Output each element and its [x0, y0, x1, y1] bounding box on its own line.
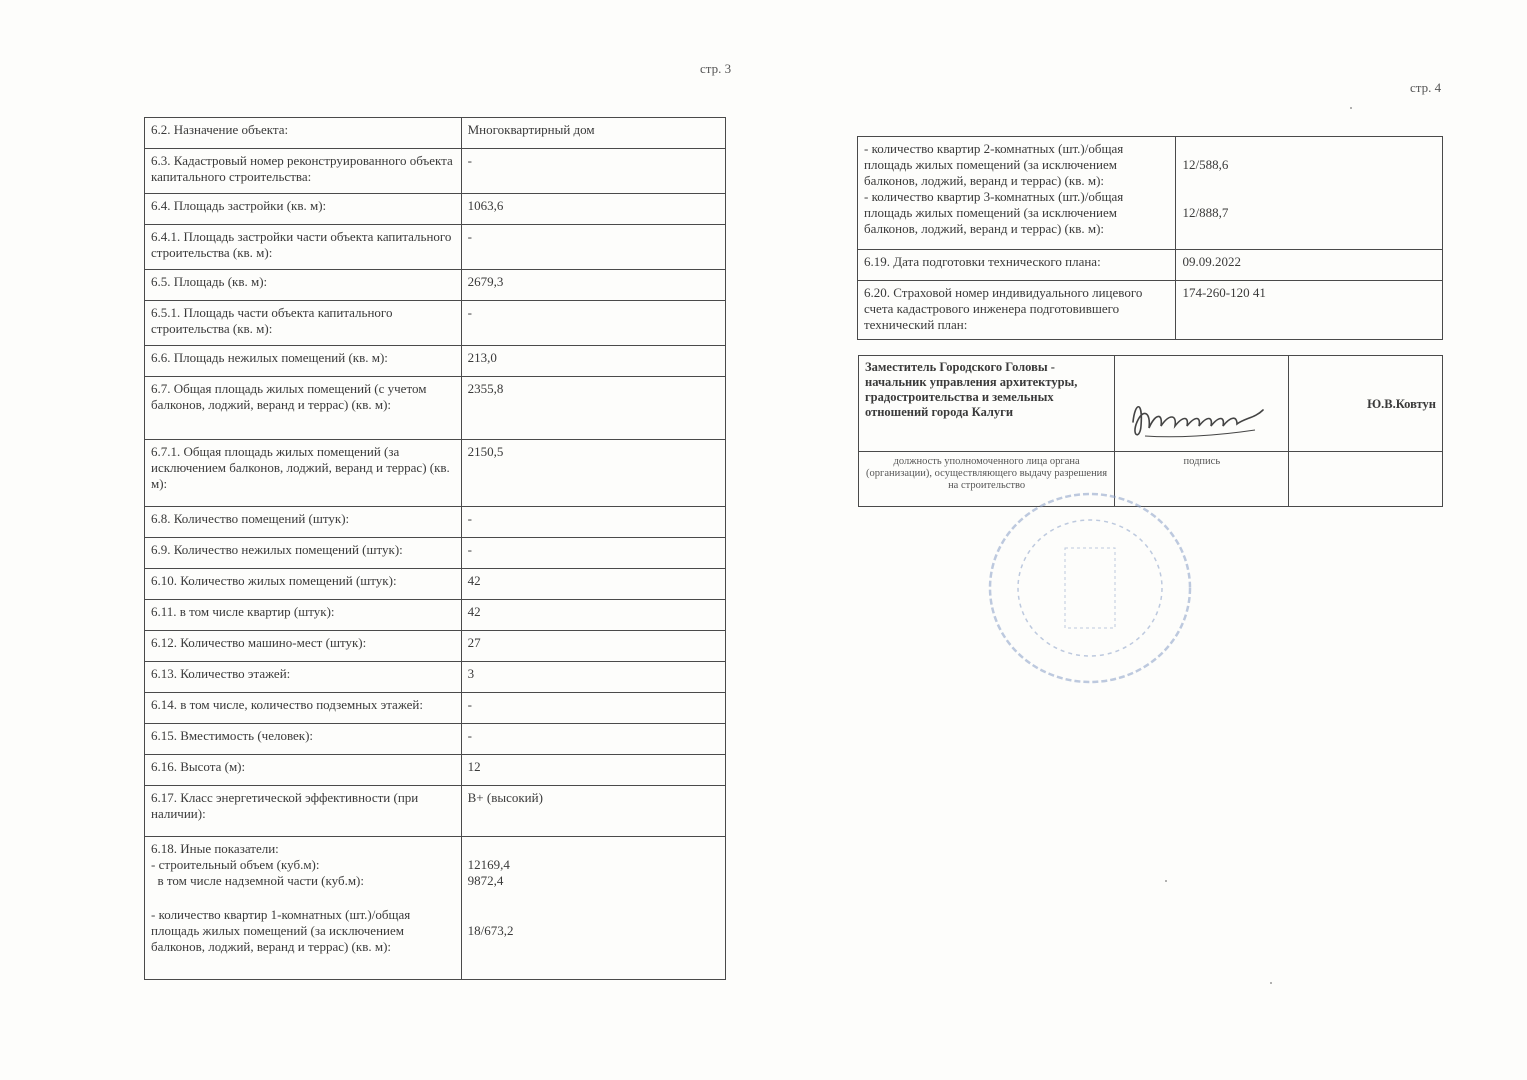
table-row	[145, 507, 726, 538]
table-row	[145, 346, 726, 377]
table-row	[145, 600, 726, 631]
indicator-label: 6.7. Общая площадь жилых помещений (с учетом балконов, лоджий, веранд и террас) (кв. м):	[151, 381, 427, 412]
page-number-right: стр. 4	[1410, 80, 1442, 95]
table-row	[145, 631, 726, 662]
indicator-value: 3	[467, 666, 475, 681]
scan-speck	[1165, 880, 1167, 882]
official-stamp	[985, 488, 1195, 688]
indicator-value: -	[467, 305, 472, 320]
table-row	[145, 194, 726, 225]
indicator-value: -	[467, 542, 472, 557]
indicator-value: 2679,3	[467, 274, 504, 289]
apartments-3-room-value: 12/888,7	[1182, 205, 1229, 220]
indicator-value: 2355,8	[467, 381, 504, 396]
indicator-label: 6.16. Высота (м):	[151, 759, 246, 774]
caption-position: должность уполномоченного лица органа (организации), осуществляющего выдачу разрешения на строительство	[866, 456, 1108, 491]
apartments-2-room-label: - количество квартир 2-комнатных (шт.)/общая площадь жилых помещений (за исключением балконов, лоджий, веранд и террас) (кв. м):	[864, 141, 1124, 188]
indicator-label: 6.10. Количество жилых помещений (штук):	[151, 573, 397, 588]
indicator-label: 6.5. Площадь (кв. м):	[151, 274, 268, 289]
indicator-label: 6.7.1. Общая площадь жилых помещений (за исключением балконов, лоджий, веранд и террас) (кв. м):	[151, 444, 450, 491]
page-number-left: стр. 3	[700, 61, 732, 76]
apartments-1-room-label: - количество квартир 1-комнатных (шт.)/общая площадь жилых помещений (за исключением балконов, лоджий, веранд и террас) (кв. м):	[151, 907, 411, 954]
indicator-value: 12	[467, 759, 481, 774]
table-row-other-indicators	[145, 837, 726, 980]
indicator-label: 6.9. Количество нежилых помещений (штук):	[151, 542, 403, 557]
indicator-value: -	[467, 153, 472, 168]
indicator-label: 6.2. Назначение объекта:	[151, 122, 289, 137]
other-indicators-title: 6.18. Иные показатели:	[151, 841, 279, 856]
table-row-snils	[858, 281, 1443, 340]
indicator-value: Многоквартирный дом	[467, 122, 595, 137]
indicator-label: 6.4.1. Площадь застройки части объекта капитального строительства (кв. м):	[151, 229, 452, 260]
scan-speck	[1350, 107, 1352, 109]
above-ground-value: 9872,4	[467, 873, 504, 888]
official-name: Ю.В.Ковтун	[1367, 397, 1436, 411]
table-row	[145, 270, 726, 301]
indicator-value: -	[467, 697, 472, 712]
table-row	[145, 693, 726, 724]
handwritten-signature	[1125, 392, 1285, 452]
table-row	[145, 149, 726, 194]
indicator-label: 6.17. Класс энергетической эффективности (при наличии):	[151, 790, 419, 821]
indicator-label: 6.14. в том числе, количество подземных этажей:	[151, 697, 423, 712]
indicator-value: -	[467, 229, 472, 244]
object-indicators-table	[144, 117, 726, 980]
indicator-value: В+ (высокий)	[467, 790, 543, 805]
table-row	[145, 440, 726, 507]
caption-name	[1289, 452, 1442, 459]
scan-speck	[1270, 982, 1272, 984]
snils-value: 174-260-120 41	[1182, 285, 1266, 300]
table-row	[145, 786, 726, 837]
table-row	[145, 377, 726, 440]
table-row	[145, 662, 726, 693]
indicator-label: 6.4. Площадь застройки (кв. м):	[151, 198, 327, 213]
continuation-table	[857, 136, 1443, 340]
apartments-3-room-label: - количество квартир 3-комнатных (шт.)/общая площадь жилых помещений (за исключением балконов, лоджий, веранд и террас) (кв. м):	[864, 189, 1124, 236]
indicator-value: 27	[467, 635, 481, 650]
indicator-label: 6.6. Площадь нежилых помещений (кв. м):	[151, 350, 388, 365]
table-row	[145, 538, 726, 569]
apartments-2-room-value: 12/588,6	[1182, 157, 1229, 172]
indicator-label: 6.11. в том числе квартир (штук):	[151, 604, 335, 619]
volume-label: - строительный объем (куб.м):	[151, 857, 320, 872]
indicator-label: 6.12. Количество машино-мест (штук):	[151, 635, 367, 650]
caption-signature: подпись	[1183, 456, 1221, 467]
table-row	[145, 225, 726, 270]
official-position: Заместитель Городского Головы - начальник управления архитектуры, градостроительства и земельных отношений города Калуги	[865, 360, 1078, 419]
table-row	[145, 301, 726, 346]
table-row	[145, 569, 726, 600]
apartments-1-room-value: 18/673,2	[467, 923, 514, 938]
volume-value: 12169,4	[467, 857, 510, 872]
indicator-label: 6.8. Количество помещений (штук):	[151, 511, 350, 526]
indicator-label: 6.15. Вместимость (человек):	[151, 728, 314, 743]
indicator-label: 6.3. Кадастровый номер реконструированного объекта капитального строительства:	[151, 153, 453, 184]
table-row	[145, 118, 726, 149]
indicator-value: 42	[467, 573, 481, 588]
indicator-value: 1063,6	[467, 198, 504, 213]
snils-label: 6.20. Страховой номер индивидуального лицевого счета кадастрового инженера подготовившего технический план:	[864, 285, 1143, 332]
indicator-value: -	[467, 511, 472, 526]
table-row-apartments	[858, 137, 1443, 250]
indicator-value: -	[467, 728, 472, 743]
table-row-plan-date	[858, 250, 1443, 281]
indicator-value: 213,0	[467, 350, 497, 365]
indicator-label: 6.5.1. Площадь части объекта капитального строительства (кв. м):	[151, 305, 393, 336]
indicator-value: 2150,5	[467, 444, 504, 459]
indicator-value: 42	[467, 604, 481, 619]
plan-date-label: 6.19. Дата подготовки технического плана:	[864, 254, 1101, 269]
indicator-label: 6.13. Количество этажей:	[151, 666, 291, 681]
plan-date-value: 09.09.2022	[1182, 254, 1241, 269]
table-row	[145, 755, 726, 786]
above-ground-label: в том числе надземной части (куб.м):	[151, 873, 364, 888]
table-row	[145, 724, 726, 755]
